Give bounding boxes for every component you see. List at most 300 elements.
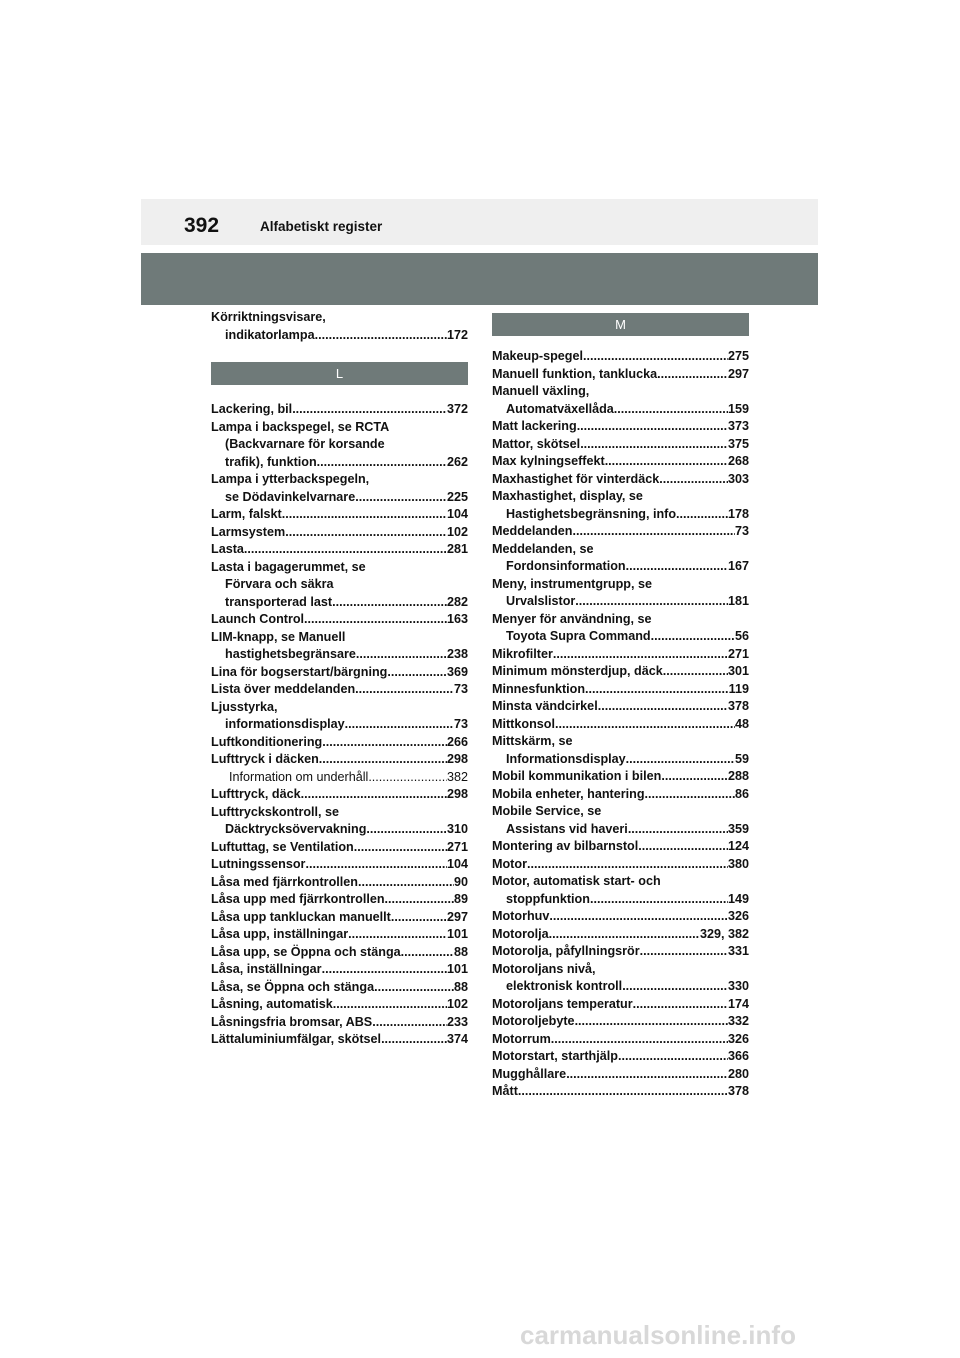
index-entry [211, 804, 468, 839]
page-reference: 298 [446, 787, 468, 801]
index-entry-label: indikatorlampa [225, 327, 315, 342]
page-reference: 310 [446, 822, 468, 836]
index-entry-row [211, 856, 468, 874]
index-entry-label: Mått [492, 1084, 518, 1098]
index-entry-row [211, 891, 468, 909]
index-entry [492, 943, 749, 961]
index-entry [492, 856, 749, 874]
index-entry-row [492, 506, 749, 524]
index-entry-label: Motorolja [492, 926, 549, 941]
dot-leader [575, 1013, 728, 1031]
page-reference: 48 [734, 716, 749, 731]
dot-leader [348, 926, 447, 944]
index-entry-label: stoppfunktion [506, 891, 590, 906]
index-entry-row [492, 348, 749, 366]
index-entry-row [492, 663, 749, 681]
index-entry-row [211, 1031, 468, 1049]
dot-leader [354, 839, 447, 857]
index-entry-line: Maxhastighet, display, se [492, 489, 643, 503]
index-entry [211, 909, 468, 927]
index-entry-row [492, 838, 749, 856]
index-entry-line: Körriktningsvisare, [211, 310, 326, 324]
dot-leader [549, 908, 728, 926]
index-entry-label: Mobil kommunikation i bilen [492, 769, 662, 783]
watermark: carmanualsonline.info [520, 1320, 796, 1350]
index-entry [211, 979, 468, 997]
index-entry [492, 366, 749, 384]
dot-leader [355, 681, 454, 699]
page-reference: 297 [727, 366, 749, 381]
index-entry-row [492, 943, 749, 961]
page-reference: 375 [727, 436, 749, 451]
index-entry-row [211, 454, 468, 472]
index-entry-label: Luftkonditionering [211, 734, 323, 749]
index-entry [492, 681, 749, 699]
page-reference: 101 [446, 927, 468, 941]
page-reference: 329, 382 [699, 926, 749, 941]
index-entry-label: Lutningssensor [211, 857, 306, 871]
dot-leader [322, 734, 447, 752]
page-reference: 238 [446, 647, 468, 661]
index-entry [492, 996, 749, 1014]
index-entry [492, 926, 749, 944]
index-entry-label: Mobila enheter, hantering [492, 786, 645, 801]
index-entry-label: Automatväxellåda [506, 401, 614, 416]
index-entry [211, 611, 468, 629]
page-reference: 271 [727, 646, 749, 661]
index-entry-row [211, 961, 468, 979]
page-reference: 266 [446, 734, 468, 749]
page-reference: 271 [446, 839, 468, 854]
index-entry-label: Motorolja, påfyllningsrör [492, 944, 640, 958]
index-entry [492, 663, 749, 681]
dot-leader [317, 454, 447, 472]
index-entry-row [492, 628, 749, 646]
index-entry-line: Mittskärm, se [492, 734, 573, 748]
index-entry-row [211, 506, 468, 524]
index-entry-row [211, 664, 468, 682]
dot-leader [566, 1066, 728, 1084]
index-entry-row [492, 926, 749, 944]
dot-leader [387, 664, 447, 682]
dot-leader [527, 856, 728, 874]
page-reference: 331 [727, 944, 749, 958]
index-entry-label: Låsa upp tankluckan manuellt [211, 909, 391, 924]
page-reference: 281 [446, 542, 468, 556]
dot-leader [659, 471, 728, 489]
index-entry [211, 769, 468, 787]
index-entry-row [492, 646, 749, 664]
index-entry-label: Låsa upp med fjärrkontrollen [211, 892, 385, 906]
dot-leader [645, 786, 735, 804]
dot-leader [626, 558, 728, 576]
index-entry-row [211, 594, 468, 612]
index-entry-label: Motorhuv [492, 909, 550, 923]
dot-leader [590, 891, 728, 909]
dot-leader [618, 1048, 728, 1066]
page-reference: 332 [727, 1014, 749, 1028]
page-reference: 359 [727, 821, 749, 836]
index-entry-row [492, 1083, 749, 1101]
index-entry [492, 646, 749, 664]
index-entry-line: Mobile Service, se [492, 804, 602, 818]
index-entry [492, 453, 749, 471]
dot-leader [319, 751, 447, 769]
index-entry-label: Makeup-spegel [492, 349, 583, 363]
index-entry-row [492, 471, 749, 489]
page-reference: 181 [727, 594, 749, 608]
index-entry [211, 891, 468, 909]
dot-leader [385, 891, 454, 909]
index-entry-label: trafik), funktion [225, 454, 317, 469]
index-entry [211, 541, 468, 559]
index-entry-row [492, 418, 749, 436]
page-reference: 373 [727, 419, 749, 433]
header-dark-band [141, 253, 818, 305]
index-entry-line: Meddelanden, se [492, 541, 594, 556]
header-band [141, 199, 818, 245]
dot-leader [381, 1031, 447, 1049]
page-reference: 73 [453, 682, 468, 696]
index-entry-row [492, 1013, 749, 1031]
dot-leader [301, 786, 447, 804]
index-entry [492, 418, 749, 436]
index-entry-row [492, 891, 749, 909]
page-reference: 167 [727, 559, 749, 573]
right-entries [492, 348, 749, 1101]
page-reference: 163 [446, 612, 468, 626]
dot-leader [345, 716, 454, 734]
index-entry-line: LIM-knapp, se Manuell [211, 629, 346, 644]
index-entry-row [211, 751, 468, 769]
dot-leader [333, 996, 447, 1014]
index-entry-row [492, 523, 749, 541]
dot-leader [374, 979, 454, 997]
dot-leader [580, 436, 728, 454]
index-entry-row [211, 524, 468, 542]
dot-leader [583, 348, 728, 366]
index-entry-row [211, 716, 468, 734]
index-entry-row [211, 909, 468, 927]
index-entry [211, 629, 468, 664]
dot-leader [651, 628, 735, 646]
dot-leader [305, 856, 447, 874]
index-entry [492, 961, 749, 996]
index-entry-line: Ljusstyrka, [211, 699, 278, 714]
index-entry-label: Hastighetsbegränsning, info [506, 506, 677, 521]
index-entry-row [211, 874, 468, 892]
page-reference: 282 [446, 594, 468, 609]
dot-leader [598, 698, 728, 716]
index-entry-label: Montering av bilbarnstol [492, 839, 639, 853]
index-entry [211, 664, 468, 682]
dot-leader [244, 541, 447, 559]
page-reference: 326 [727, 1031, 749, 1046]
dot-leader [358, 874, 454, 892]
index-entry-label: Lufttryck i däcken [211, 752, 319, 766]
index-entry-row [211, 1014, 468, 1032]
page-reference: 275 [727, 349, 749, 363]
index-entry [492, 768, 749, 786]
index-entry-row [492, 1031, 749, 1049]
left-entries [211, 401, 468, 1049]
dot-leader [292, 401, 447, 419]
index-entry-label: Manuell funktion, tanklucka [492, 366, 658, 381]
index-entry [211, 699, 468, 734]
index-entry-label: Launch Control [211, 612, 305, 626]
page-reference: 73 [453, 717, 468, 731]
index-entry-label: Mattor, skötsel [492, 436, 581, 451]
page-reference: 330 [727, 979, 749, 993]
index-entry [492, 1013, 749, 1031]
index-entry [211, 961, 468, 979]
index-entry [492, 1066, 749, 1084]
index-entry-row [211, 786, 468, 804]
page-reference: 178 [727, 506, 749, 521]
index-entry [211, 401, 468, 419]
dot-leader [553, 646, 728, 664]
index-entry-label: Assistans vid haveri [506, 821, 628, 836]
index-entry [492, 488, 749, 523]
index-entry [492, 698, 749, 716]
dot-leader [304, 611, 447, 629]
index-entry [211, 734, 468, 752]
index-entry-line: (Backvarnare för korsande [225, 437, 385, 451]
dot-leader [285, 524, 447, 542]
index-entry-row [492, 786, 749, 804]
right-index-column [492, 313, 749, 1101]
index-entry-label: Fordonsinformation [506, 559, 626, 573]
index-entry-label: Lufttryck, däck [211, 787, 301, 801]
index-entry [492, 803, 749, 838]
index-entry-row [211, 646, 468, 664]
page-reference: 369 [446, 664, 468, 679]
index-entry [492, 838, 749, 856]
index-entry [211, 471, 468, 506]
page-reference: 124 [727, 839, 749, 853]
index-entry-row [211, 734, 468, 752]
page-reference: 297 [446, 909, 468, 924]
dot-leader [676, 506, 728, 524]
page-reference: 366 [727, 1049, 749, 1063]
index-entry-label: Motoroljebyte [492, 1014, 575, 1028]
index-entry-row [211, 944, 468, 962]
dot-leader [551, 1031, 728, 1049]
dot-leader [366, 821, 447, 839]
dot-leader [332, 594, 447, 612]
index-entry-label: Mikrofilter [492, 646, 553, 661]
index-entry [211, 419, 468, 472]
index-entry-label: Låsa med fjärrkontrollen [211, 874, 358, 889]
page-reference: 301 [727, 664, 749, 678]
page-reference: 374 [446, 1032, 468, 1046]
index-entry [211, 309, 468, 344]
index-entry-row [492, 821, 749, 839]
index-entry [211, 1031, 468, 1049]
page-reference: 233 [446, 1014, 468, 1029]
index-entry-label: Låsa, se Öppna och stänga [211, 979, 375, 994]
page-reference: 280 [727, 1066, 749, 1081]
index-entry [211, 944, 468, 962]
page-reference: 104 [446, 507, 468, 521]
index-entry-row [211, 541, 468, 559]
index-entry-label: Lasta [211, 542, 244, 556]
index-entry-row [492, 996, 749, 1014]
page-reference: 268 [727, 454, 749, 468]
dot-leader [518, 1083, 728, 1101]
index-entry [492, 1031, 749, 1049]
page-reference: 172 [446, 327, 468, 342]
section-letter-l: L [211, 362, 468, 385]
index-entry-label: Motor [492, 856, 527, 871]
dot-leader [315, 327, 447, 345]
index-entry [492, 436, 749, 454]
page-reference: 380 [727, 856, 749, 871]
index-entry [211, 524, 468, 542]
index-entry-label: Minimum mönsterdjup, däck [492, 664, 663, 678]
dot-leader [585, 681, 729, 699]
index-entry-row [492, 593, 749, 611]
dot-leader [572, 523, 735, 541]
page-reference: 102 [446, 997, 468, 1011]
dot-leader [663, 663, 728, 681]
page-reference: 174 [727, 996, 749, 1011]
index-entry-row [492, 698, 749, 716]
dot-leader [575, 593, 728, 611]
dot-leader [633, 996, 728, 1014]
index-entry-row [492, 856, 749, 874]
index-entry-line: Lasta i bagagerummet, se [211, 559, 366, 574]
page-reference: 73 [734, 524, 749, 538]
index-entry-row [492, 453, 749, 471]
index-entry [211, 786, 468, 804]
page-reference: 288 [727, 769, 749, 783]
index-entry [492, 733, 749, 768]
dot-leader [626, 751, 735, 769]
dot-leader [372, 1014, 447, 1032]
index-entry-line: Förvara och säkra [225, 577, 334, 591]
index-entry [492, 716, 749, 734]
index-entry-row [492, 751, 749, 769]
page-title: Alfabetiskt register [260, 219, 383, 234]
index-entry-label: Låsningsfria bromsar, ABS [211, 1014, 373, 1029]
index-entry-label: Låsa, inställningar [211, 962, 322, 976]
index-entry [211, 751, 468, 769]
index-entry-row [211, 996, 468, 1014]
index-entry-row [211, 489, 468, 507]
index-entry [492, 1083, 749, 1101]
index-entry [492, 523, 749, 541]
index-entry-line: Lufttryckskontroll, se [211, 804, 340, 819]
section-letter-m: M [492, 313, 749, 336]
dot-leader [638, 838, 728, 856]
index-entry [492, 471, 749, 489]
index-entry-label: Minnesfunktion [492, 681, 586, 696]
index-entry-row [492, 1048, 749, 1066]
index-entry-label: Lina för bogserstart/bärgning [211, 664, 388, 679]
dot-leader [322, 961, 447, 979]
index-entry [492, 1048, 749, 1066]
index-entry-label: informationsdisplay [225, 717, 345, 731]
page-reference: 378 [727, 699, 749, 713]
page-reference: 372 [446, 402, 468, 416]
page-reference: 378 [727, 1084, 749, 1098]
page-reference: 159 [727, 401, 749, 416]
dot-leader [401, 944, 454, 962]
dot-leader [577, 418, 728, 436]
index-entry [211, 681, 468, 699]
page-reference: 88 [453, 944, 468, 959]
index-entry-row [211, 681, 468, 699]
index-entry [211, 1014, 468, 1032]
index-entry-label: Lista över meddelanden [211, 682, 356, 696]
page-number: 392 [184, 214, 220, 237]
index-entry-row [211, 401, 468, 419]
page-reference: 303 [727, 471, 749, 486]
index-entry-row [211, 839, 468, 857]
index-entry-row [492, 908, 749, 926]
page-reference: 89 [453, 892, 468, 906]
index-entry-line: Lampa i ytterbackspegeln, [211, 472, 370, 486]
page-reference: 149 [727, 891, 749, 906]
index-entry-label: Mittkonsol [492, 716, 555, 731]
dot-leader [640, 943, 728, 961]
index-entry-label: Information om underhåll [229, 769, 369, 784]
index-entry-row [211, 611, 468, 629]
index-entry [492, 383, 749, 418]
index-entry [211, 559, 468, 612]
page-reference: 382 [446, 769, 468, 784]
index-entry [492, 786, 749, 804]
index-entry [211, 856, 468, 874]
index-entry-row [492, 1066, 749, 1084]
index-entry-label: Minsta vändcirkel [492, 699, 598, 713]
index-entry [211, 874, 468, 892]
left-top-entries [211, 309, 468, 344]
index-entry-label: elektronisk kontroll [506, 979, 623, 993]
page-reference: 225 [446, 489, 468, 504]
index-entry [211, 926, 468, 944]
dot-leader [657, 366, 728, 384]
index-entry-row [492, 768, 749, 786]
index-entry-label: Toyota Supra Command [506, 629, 651, 643]
index-entry-label: Luftuttag, se Ventilation [211, 839, 354, 854]
index-entry-label: Låsning, automatisk [211, 997, 333, 1011]
index-entry-label: Låsa upp, se Öppna och stänga [211, 944, 401, 959]
page-reference: 101 [446, 962, 468, 976]
dot-leader [622, 978, 728, 996]
index-entry-label: Max kylningseffekt [492, 454, 605, 468]
index-entry-label: Lättaluminiumfälgar, skötsel [211, 1032, 382, 1046]
index-entry-label: Matt lackering [492, 419, 577, 433]
index-entry-label: Meddelanden [492, 524, 573, 538]
page-reference: 119 [728, 681, 749, 696]
page-reference: 326 [727, 909, 749, 923]
index-entry [492, 576, 749, 611]
index-entry [492, 908, 749, 926]
index-entry-row [492, 366, 749, 384]
index-entry-row [492, 978, 749, 996]
dot-leader [661, 768, 728, 786]
index-entry-line: Menyer för användning, se [492, 611, 652, 626]
index-entry-label: Larm, falskt [211, 507, 282, 521]
page-reference: 59 [734, 751, 749, 766]
dot-leader [555, 716, 735, 734]
index-entry-label: hastighetsbegränsare [225, 647, 356, 661]
index-entry-label: se Dödavinkelvarnare [225, 489, 356, 504]
dot-leader [391, 909, 447, 927]
index-entry-row [492, 558, 749, 576]
